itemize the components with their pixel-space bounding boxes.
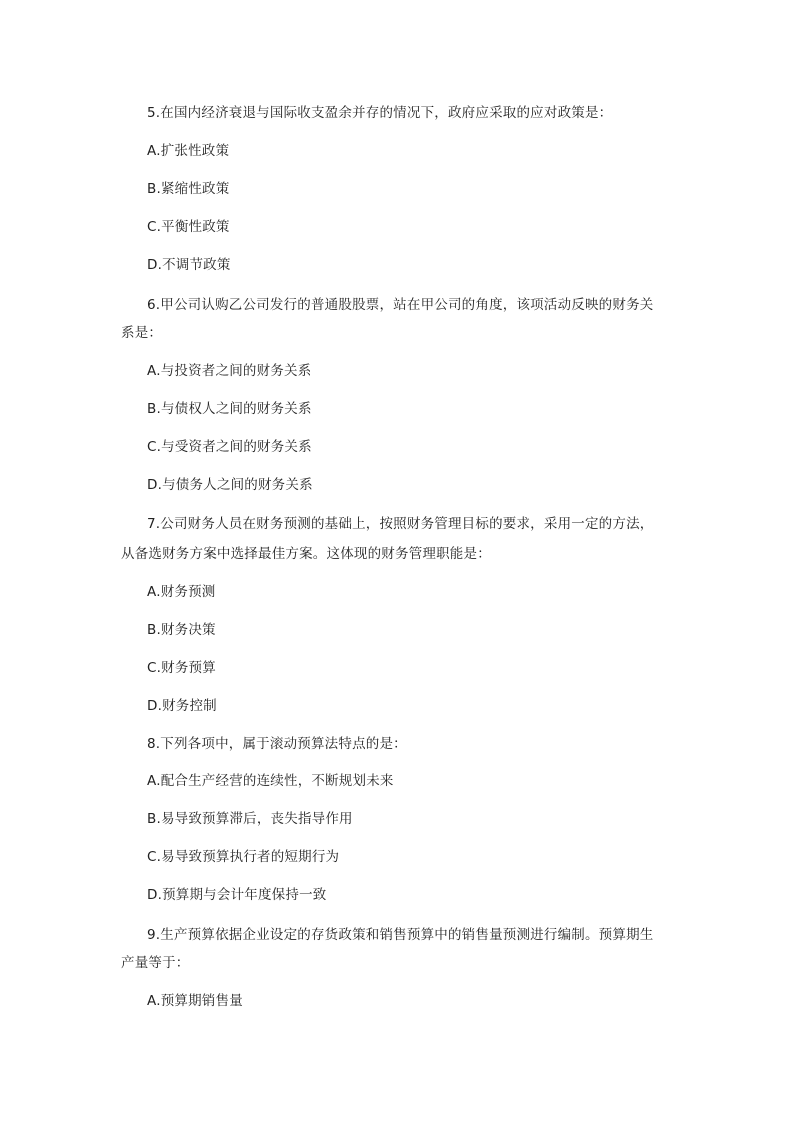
question-6-option-d: D.与债务人之间的财务关系 [147, 477, 313, 493]
question-7-stem-line-1: 7.公司财务人员在财务预测的基础上，按照财务管理目标的要求，采用一定的方法， [147, 516, 654, 532]
question-7-stem-line-2: 从备选财务方案中选择最佳方案。这体现的财务管理职能是： [121, 546, 491, 562]
question-6-option-a: A.与投资者之间的财务关系 [147, 363, 312, 379]
question-7-option-a: A.财务预测 [147, 584, 216, 600]
question-5-option-d: D.不调节政策 [147, 257, 231, 273]
question-8-stem-line-1: 8.下列各项中，属于滚动预算法特点的是： [147, 736, 407, 752]
question-8-option-a: A.配合生产经营的连续性，不断规划未来 [147, 773, 394, 789]
question-6-stem-line-1: 6.甲公司认购乙公司发行的普通股股票，站在甲公司的角度，该项活动反映的财务关 [147, 297, 654, 313]
question-8-option-d: D.预算期与会计年度保持一致 [147, 887, 327, 903]
question-9-stem-line-1: 9.生产预算依据企业设定的存货政策和销售预算中的销售量预测进行编制。预算期生 [147, 927, 654, 943]
question-9-option-a: A.预算期销售量 [147, 993, 243, 1009]
question-9-stem-line-2: 产量等于： [121, 955, 190, 971]
question-7-option-c: C.财务预算 [147, 660, 216, 676]
question-5-option-c: C.平衡性政策 [147, 219, 230, 235]
question-5-option-a: A.扩张性政策 [147, 143, 230, 159]
question-8-option-b: B.易导致预算滞后，丧失指导作用 [147, 811, 353, 827]
question-7-option-b: B.财务决策 [147, 622, 216, 638]
question-6-stem-line-2: 系是： [121, 325, 163, 341]
question-5-stem-line-1: 5.在国内经济衰退与国际收支盈余并存的情况下，政府应采取的应对政策是： [147, 105, 613, 121]
question-6-option-c: C.与受资者之间的财务关系 [147, 439, 312, 455]
question-6-option-b: B.与债权人之间的财务关系 [147, 401, 312, 417]
question-8-option-c: C.易导致预算执行者的短期行为 [147, 849, 340, 865]
question-5-option-b: B.紧缩性政策 [147, 181, 230, 197]
question-7-option-d: D.财务控制 [147, 698, 217, 714]
